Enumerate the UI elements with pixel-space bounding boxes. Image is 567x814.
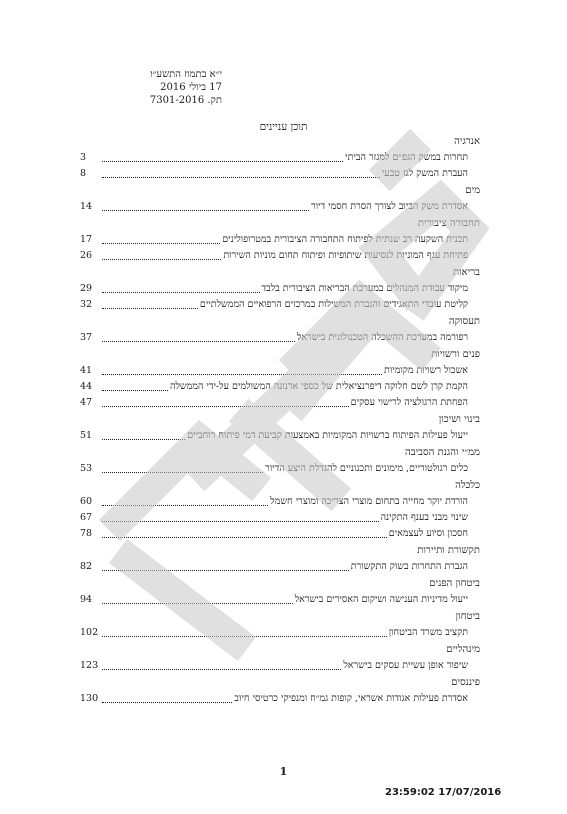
toc-entry-page: 26 [80, 250, 93, 261]
page-number: 1 [279, 765, 288, 778]
toc-entry-page: 17 [80, 234, 93, 245]
toc-entry[interactable] [80, 592, 480, 608]
toc-leader-dots [102, 537, 387, 538]
toc-entry-title: חסכון וסיוע לעצמאים [388, 528, 468, 539]
toc-entry-title: רפורמה במערכת ההשכלה הטכנולוגית בישראל [296, 332, 468, 343]
toc-category: מים [465, 185, 480, 196]
toc-category: ממ״י והגנת הסביבה [404, 447, 480, 458]
toc-entry-page: 51 [80, 430, 93, 441]
toc-entry[interactable] [80, 526, 480, 542]
toc-entry-title: אסדרת פעילות אגודות אשראי, קופות גמ״ח ומנפיקי כרטיסי חיוב [234, 693, 468, 704]
toc-entry[interactable] [80, 150, 480, 166]
toc-entry[interactable] [80, 494, 480, 510]
toc-leader-dots [102, 161, 343, 162]
toc-entry-page: 102 [80, 627, 99, 638]
toc-leader-dots [102, 210, 309, 211]
toc-entry-page: 32 [80, 299, 93, 310]
hebrew-date: י״א בתמוז התשע״ו [150, 69, 222, 80]
toc-entry[interactable] [80, 428, 480, 444]
toc-entry[interactable] [80, 559, 480, 575]
toc-leader-dots [102, 472, 263, 473]
toc-entry-page: 37 [80, 332, 93, 343]
toc-entry[interactable] [80, 297, 480, 313]
toc-entry[interactable] [80, 395, 480, 411]
toc-leader-dots [102, 439, 185, 440]
toc-entry[interactable] [80, 461, 480, 477]
toc-entry-title: ייעול מדיניות הענישה ושיקום האסירים בישראל [294, 594, 468, 605]
toc-entry-title: אשכול רשויות מקומיות [383, 365, 468, 376]
toc-entry-title: פתיחת ענף המוניות לנסיעות שיתופיות ופיתוח תחום מוניות השירות [223, 250, 468, 261]
toc-entry[interactable] [80, 510, 480, 526]
toc-category: תעסוקה [448, 316, 480, 327]
toc-entry[interactable] [80, 166, 480, 182]
toc-leader-dots [102, 702, 232, 703]
toc-entry-title: אסדרת משק הביוב לצורך הסרת חסמי דיור [310, 201, 468, 212]
toc-leader-dots [102, 669, 341, 670]
toc-entry[interactable] [80, 281, 480, 297]
toc-entry-title: תכנית השקעה רב שנתית לפיתוח התחבורה הציבורית במטרופולינים [222, 234, 468, 245]
toc-entry-page: 8 [80, 168, 87, 179]
toc-entry-title: קליטת עובדי התאגידים והגברת המשילות במרכזים הרפואיים הממשלתיים [199, 299, 468, 310]
toc-leader-dots [102, 406, 349, 407]
toc-entry-page: 29 [80, 283, 93, 294]
toc-leader-dots [102, 570, 349, 571]
gregorian-date: 17 ביולי 2016 [160, 82, 222, 93]
toc-entry-title: תקציב משרד הביטחון [388, 627, 468, 638]
toc-category: כלכלה [455, 480, 480, 491]
toc-entry[interactable] [80, 691, 480, 707]
toc-entry-page: 44 [80, 381, 93, 392]
toc-entry-page: 3 [80, 152, 87, 163]
toc-category: בינוי ושיכון [438, 414, 480, 425]
toc-leader-dots [102, 636, 387, 637]
toc-entry[interactable] [80, 625, 480, 641]
toc-category: תקשורת ותיירות [417, 545, 480, 556]
toc-entry-title: הגברת התחרות בשוק התקשורת [350, 561, 468, 572]
toc-entry-title: שינוי מבני בענף התקינה [380, 512, 468, 523]
toc-entry-title: תחרות במשק הגפ״ם למגזר הביתי [345, 152, 468, 163]
toc-leader-dots [102, 603, 293, 604]
toc-entry[interactable] [80, 363, 480, 379]
toc-leader-dots [102, 390, 168, 391]
toc-leader-dots [102, 505, 268, 506]
toc-entry[interactable] [80, 330, 480, 346]
toc-category: פנים ורשויות [431, 349, 480, 360]
toc-entry[interactable] [80, 199, 480, 215]
toc-category: מינהליים [446, 644, 480, 655]
toc-entry[interactable] [80, 232, 480, 248]
toc-category: ביטחון הפנים [429, 578, 480, 589]
toc-leader-dots [102, 177, 380, 178]
toc-entry[interactable] [80, 248, 480, 264]
toc-leader-dots [102, 374, 382, 375]
toc-entry-title: שיפור אופן עשיית עסקים בישראל [343, 660, 468, 671]
toc-entry-page: 94 [80, 594, 93, 605]
toc-entry-page: 130 [80, 693, 99, 704]
toc-entry-page: 67 [80, 512, 93, 523]
toc-leader-dots [102, 521, 379, 522]
toc-leader-dots [102, 292, 260, 293]
toc-entry-title: ייעול פעילות הפיתוח ברשויות המקומיות באמצעות קביעת דמי פיתוח רוחביים [187, 430, 468, 441]
toc-leader-dots [102, 341, 295, 342]
toc-entry[interactable] [80, 658, 480, 674]
toc-entry-title: הפחתת הרגולציה לרישוי עסקים [350, 397, 468, 408]
toc-entry-page: 47 [80, 397, 93, 408]
toc-category: אנרגיה [454, 136, 480, 147]
toc-entry-title: הורדת יוקר מחייה בתחום מוצרי הצריכה ומוצרי חשמל [270, 496, 468, 507]
reference-number: תק. 7301-2016 [149, 95, 222, 106]
toc-entry-page: 53 [80, 463, 93, 474]
toc-category: פיננסים [451, 677, 480, 688]
toc-leader-dots [102, 308, 198, 309]
toc-entry-title: העברת המשק לגז טבעי [381, 168, 468, 179]
toc-category: תחבורה ציבורית [417, 218, 480, 229]
toc-entry-page: 123 [80, 660, 99, 671]
toc-title: תוכן עניינים [259, 121, 308, 133]
toc-entry-page: 41 [80, 365, 93, 376]
table-of-contents [80, 133, 480, 707]
document-header [112, 68, 222, 107]
toc-entry-title: כלים רגולטוריים, מימונים ותכנוניים להגדלת היצע הדיור [265, 463, 468, 474]
toc-category: בריאות [452, 267, 480, 278]
toc-entry[interactable] [80, 379, 480, 395]
toc-leader-dots [102, 259, 221, 260]
toc-leader-dots [102, 243, 220, 244]
timestamp: 23:59:02 17/07/2016 [385, 787, 502, 798]
toc-entry-page: 14 [80, 201, 93, 212]
toc-entry-page: 82 [80, 561, 93, 572]
toc-entry-page: 60 [80, 496, 93, 507]
toc-entry-page: 78 [80, 528, 93, 539]
toc-entry-title: הקמת קרן לשם חלוקה דיפרנציאלית של כספי ארנונה המשולמים על-ידי הממשלה [170, 381, 468, 392]
toc-entry-title: מיקוד עבודת המנהלים במערכת הבריאות הציבורית בלבד [261, 283, 468, 294]
toc-category: ביטחון [455, 611, 480, 622]
